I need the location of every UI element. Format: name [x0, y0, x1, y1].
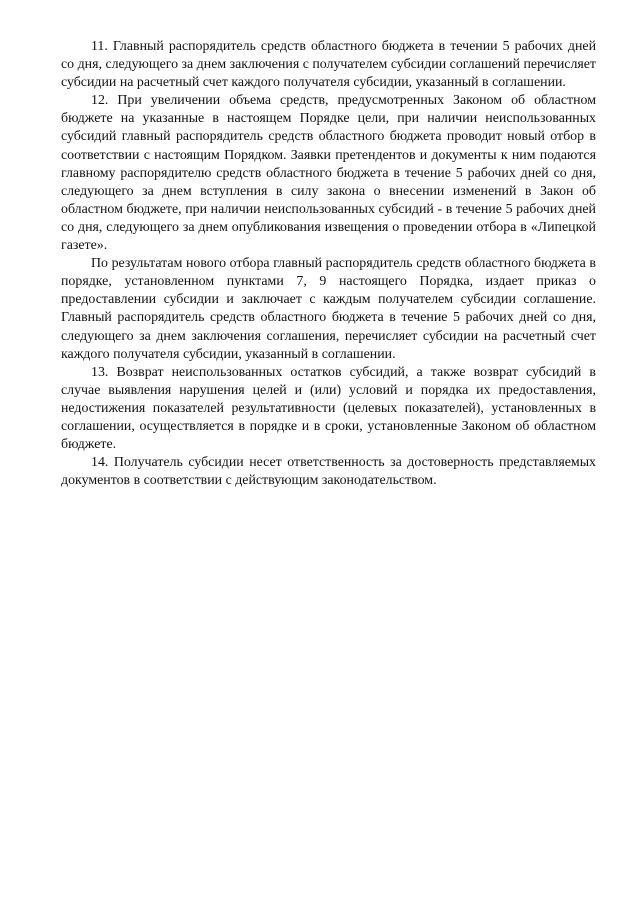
- document-body: [61, 38, 596, 490]
- paragraph-12: 12. При увеличении объема средств, предусмотренных Законом об областном бюджете на указанные в настоящем Порядке цели, при наличии неиспользованных субсидий главный распорядитель средств областного бюджета проводит новый отбор в соответствии с настоящим Порядком. Заявки претендентов и документы к ним подаются главному распорядителю средств областного бюджета в течение 5 рабочих дней со дня, следующего за днем вступления в силу закона о внесении изменений в Закон об областном бюджете, при наличии неиспользованных субсидий - в течение 5 рабочих дней со дня, следующего за днем опубликования извещения о проведении отбора в «Липецкой газете».: [61, 93, 596, 254]
- paragraph-12-continued: По результатам нового отбора главный распорядитель средств областного бюджета в порядке, установленном пунктами 7, 9 настоящего Порядка, издает приказ о предоставлении субсидии и заключает с каждым получателем субсидии соглашение. Главный распорядитель средств областного бюджета в течение 5 рабочих дней со дня, следующего за днем заключения соглашения, перечисляет субсидии на расчетный счет каждого получателя субсидии, указанный в соглашении.: [61, 256, 596, 362]
- paragraph-13: 13. Возврат неиспользованных остатков субсидий, а также возврат субсидий в случае выявления нарушения целей и (или) условий и порядка их предоставления, недостижения показателей результативности (целевых показателей), установленных в соглашении, осуществляется в порядке и в сроки, установленные Законом об областном бюджете.: [61, 364, 596, 453]
- paragraph-11: 11. Главный распорядитель средств областного бюджета в течении 5 рабочих дней со дня, следующего за днем заключения с получателем субсидии соглашений перечисляет субсидии на расчетный счет каждого получателя субсидии, указанный в соглашении.: [61, 39, 596, 91]
- paragraph-14: 14. Получатель субсидии несет ответственность за достоверность представляемых документов в соответствии с действующим законодательством.: [61, 455, 596, 489]
